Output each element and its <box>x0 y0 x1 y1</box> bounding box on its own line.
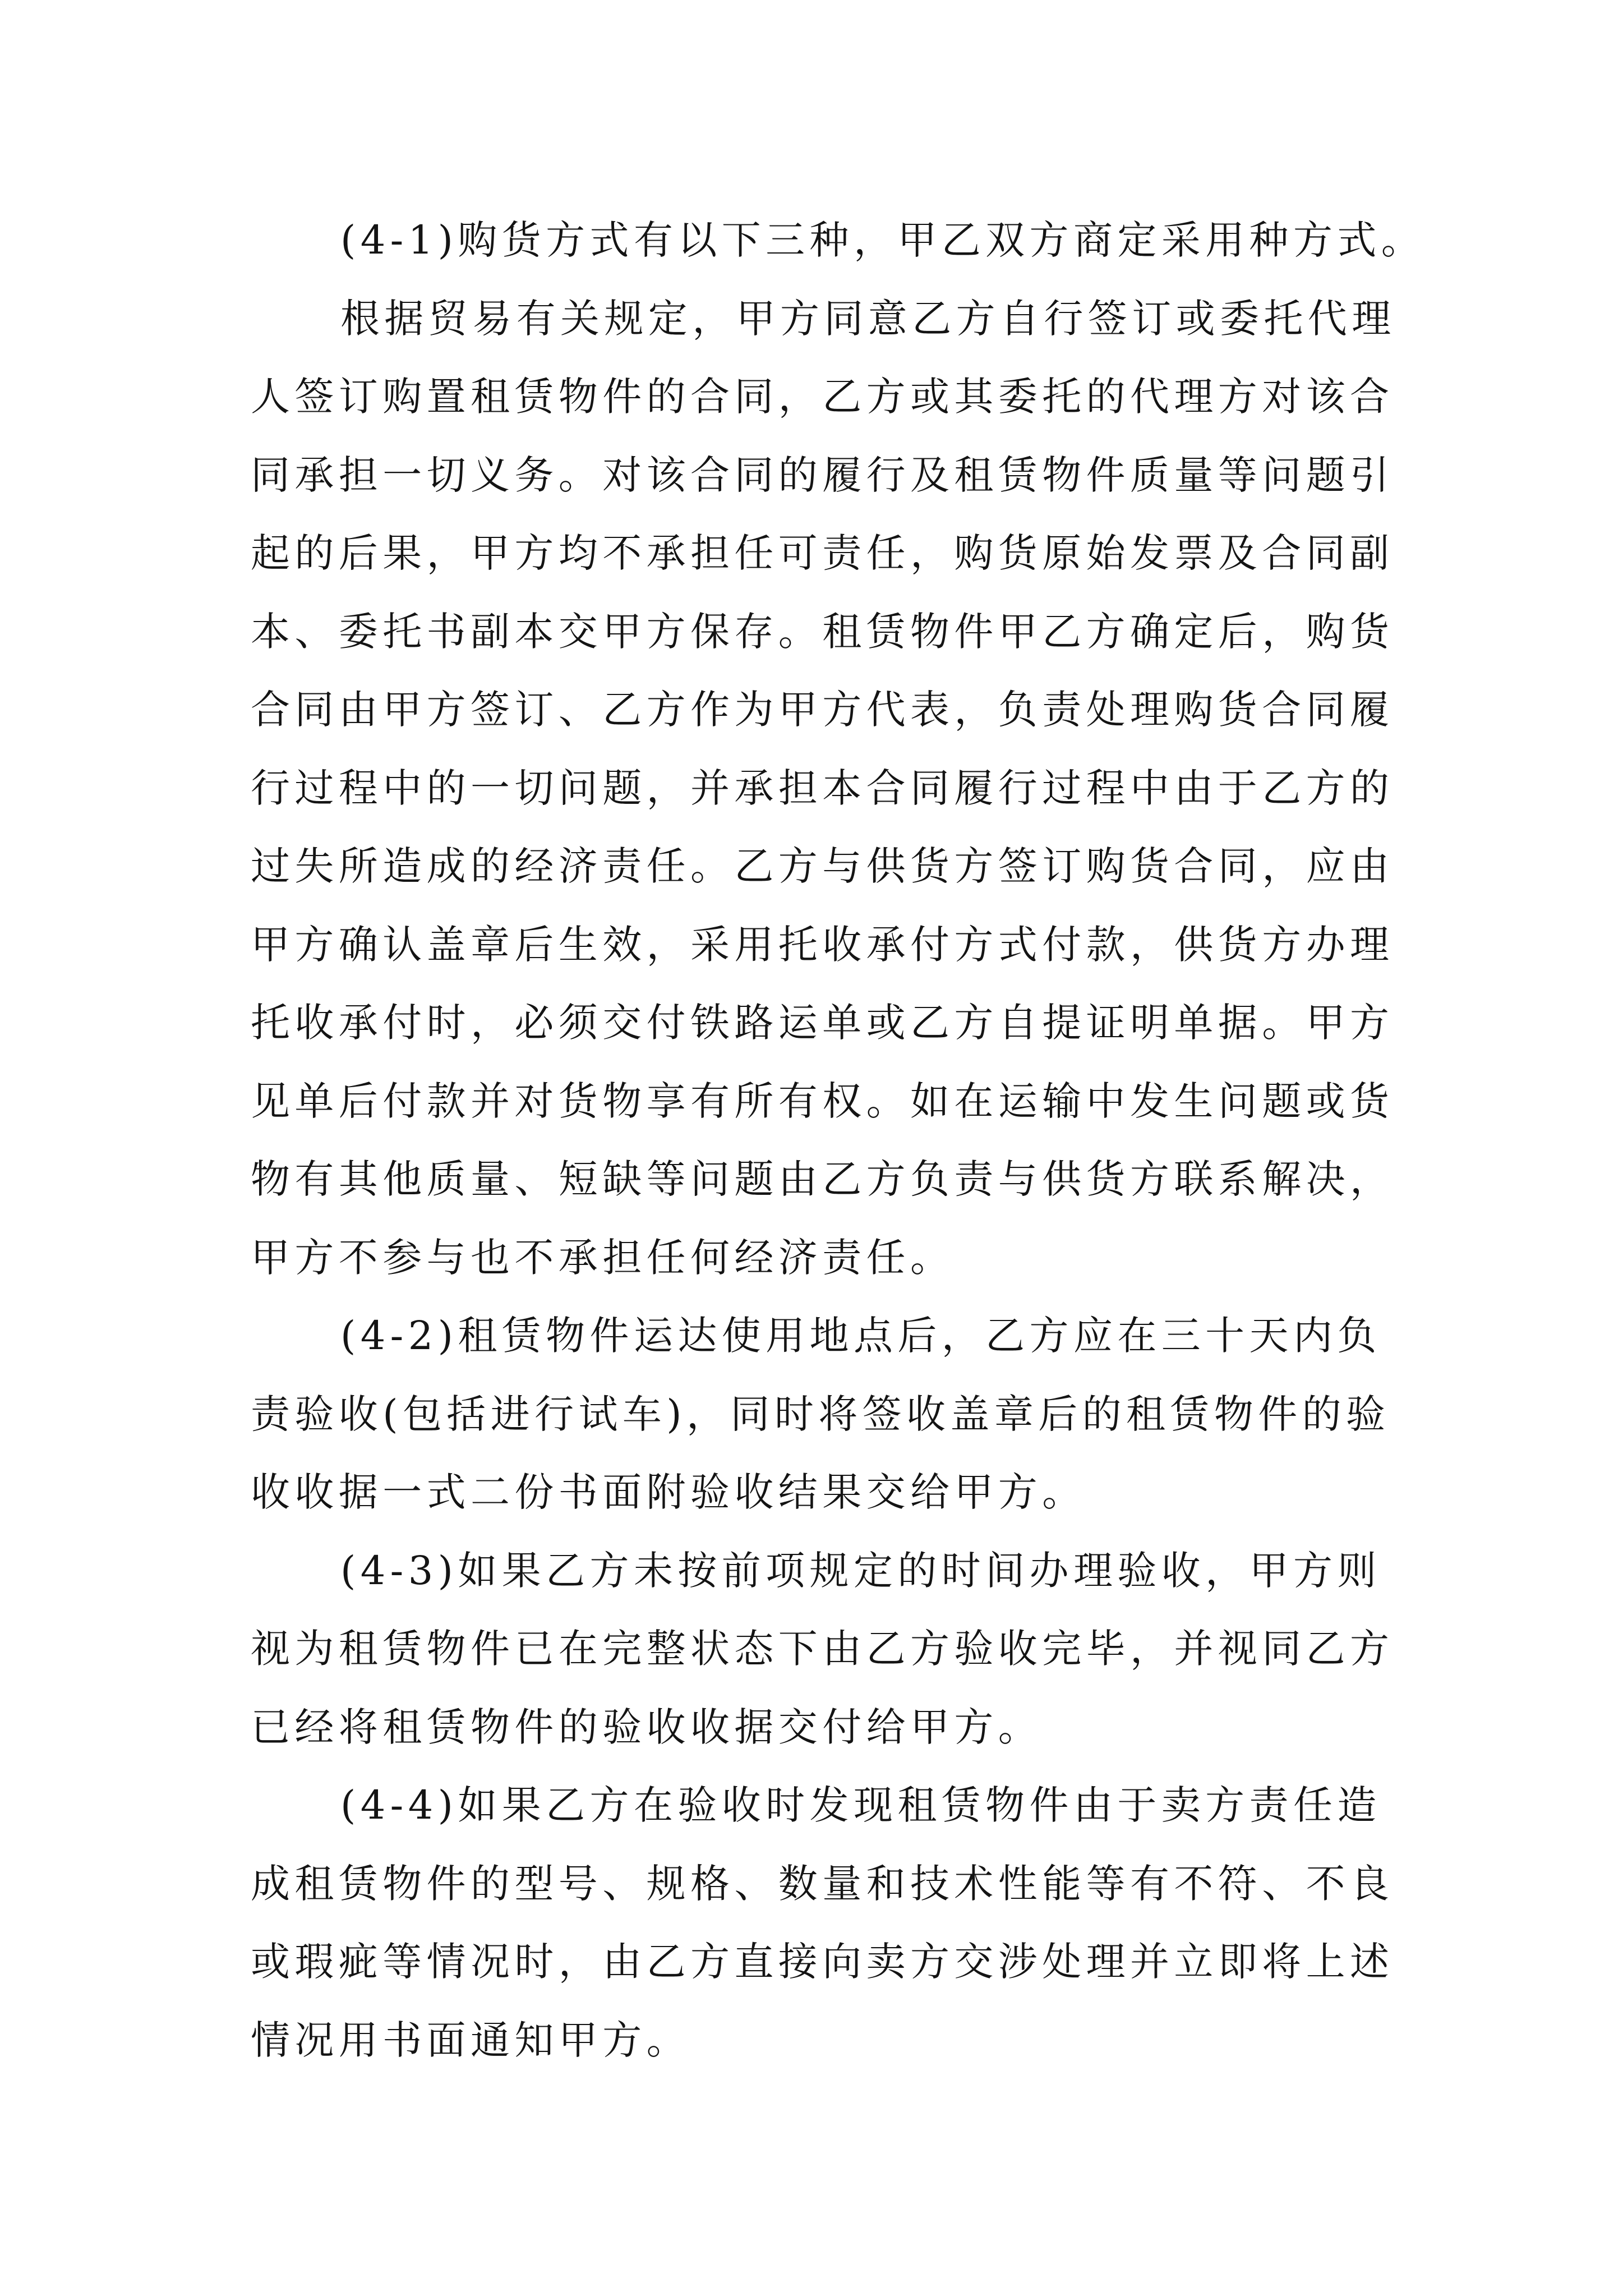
text-line: 甲方不参与也不承担任何经济责任。 <box>251 1234 955 1281</box>
text-line: 成租赁物件的型号、规格、数量和技术性能等有不符、不良 <box>251 1860 1394 1907</box>
text-line: (4-3)如果乙方未按前项规定的时间办理验收，甲方则 <box>340 1547 1381 1594</box>
paragraph-4-4 <box>251 1766 1484 2079</box>
paragraph-purchase-terms <box>251 280 1484 1297</box>
text-line: 责验收(包括进行试车)，同时将签收盖章后的租赁物件的验 <box>251 1391 1390 1437</box>
text-line: 起的后果，甲方均不承担任可责任，购货原始发票及合同副 <box>251 530 1394 576</box>
text-line: 根据贸易有关规定，甲方同意乙方自行签订或委托代理 <box>340 295 1396 342</box>
text-line: 收收据一式二份书面附验收结果交给甲方。 <box>251 1469 1086 1515</box>
text-line: (4-1)购货方式有以下三种，甲乙双方商定采用种方式。 <box>340 217 1426 263</box>
text-line: 过失所造成的经济责任。乙方与供货方签订购货合同，应由 <box>251 843 1394 889</box>
paragraph-4-2 <box>251 1297 1484 1532</box>
text-line: 托收承付时，必须交付铁路运单或乙方自提证明单据。甲方 <box>251 1000 1394 1046</box>
text-line: 行过程中的一切问题，并承担本合同履行过程中由于乙方的 <box>251 765 1394 811</box>
text-line: (4-2)租赁物件运达使用地点后，乙方应在三十天内负 <box>340 1313 1381 1359</box>
paragraph-4-3 <box>251 1532 1484 1767</box>
text-line: (4-4)如果乙方在验收时发现租赁物件由于卖方责任造 <box>340 1782 1381 1828</box>
text-line: 人签订购置租赁物件的合同，乙方或其委托的代理方对该合 <box>251 374 1394 420</box>
document-body <box>251 201 1484 2079</box>
text-line: 视为租赁物件已在完整状态下由乙方验收完毕，并视同乙方 <box>251 1626 1394 1672</box>
text-line: 已经将租赁物件的验收收据交付给甲方。 <box>251 1704 1043 1750</box>
text-line: 或瑕疵等情况时，由乙方直接向卖方交涉处理并立即将上述 <box>251 1939 1394 1985</box>
text-line: 物有其他质量、短缺等问题由乙方负责与供货方联系解决， <box>251 1156 1394 1202</box>
text-line: 同承担一切义务。对该合同的履行及租赁物件质量等问题引 <box>251 452 1394 498</box>
paragraph-4-1 <box>251 201 1484 280</box>
text-line: 本、委托书副本交甲方保存。租赁物件甲乙方确定后，购货 <box>251 608 1394 655</box>
text-line: 合同由甲方签订、乙方作为甲方代表，负责处理购货合同履 <box>251 687 1394 733</box>
text-line: 甲方确认盖章后生效，采用托收承付方式付款，供货方办理 <box>251 921 1394 968</box>
text-line: 情况用书面通知甲方。 <box>251 2017 690 2063</box>
text-line: 见单后付款并对货物享有所有权。如在运输中发生问题或货 <box>251 1078 1394 1124</box>
